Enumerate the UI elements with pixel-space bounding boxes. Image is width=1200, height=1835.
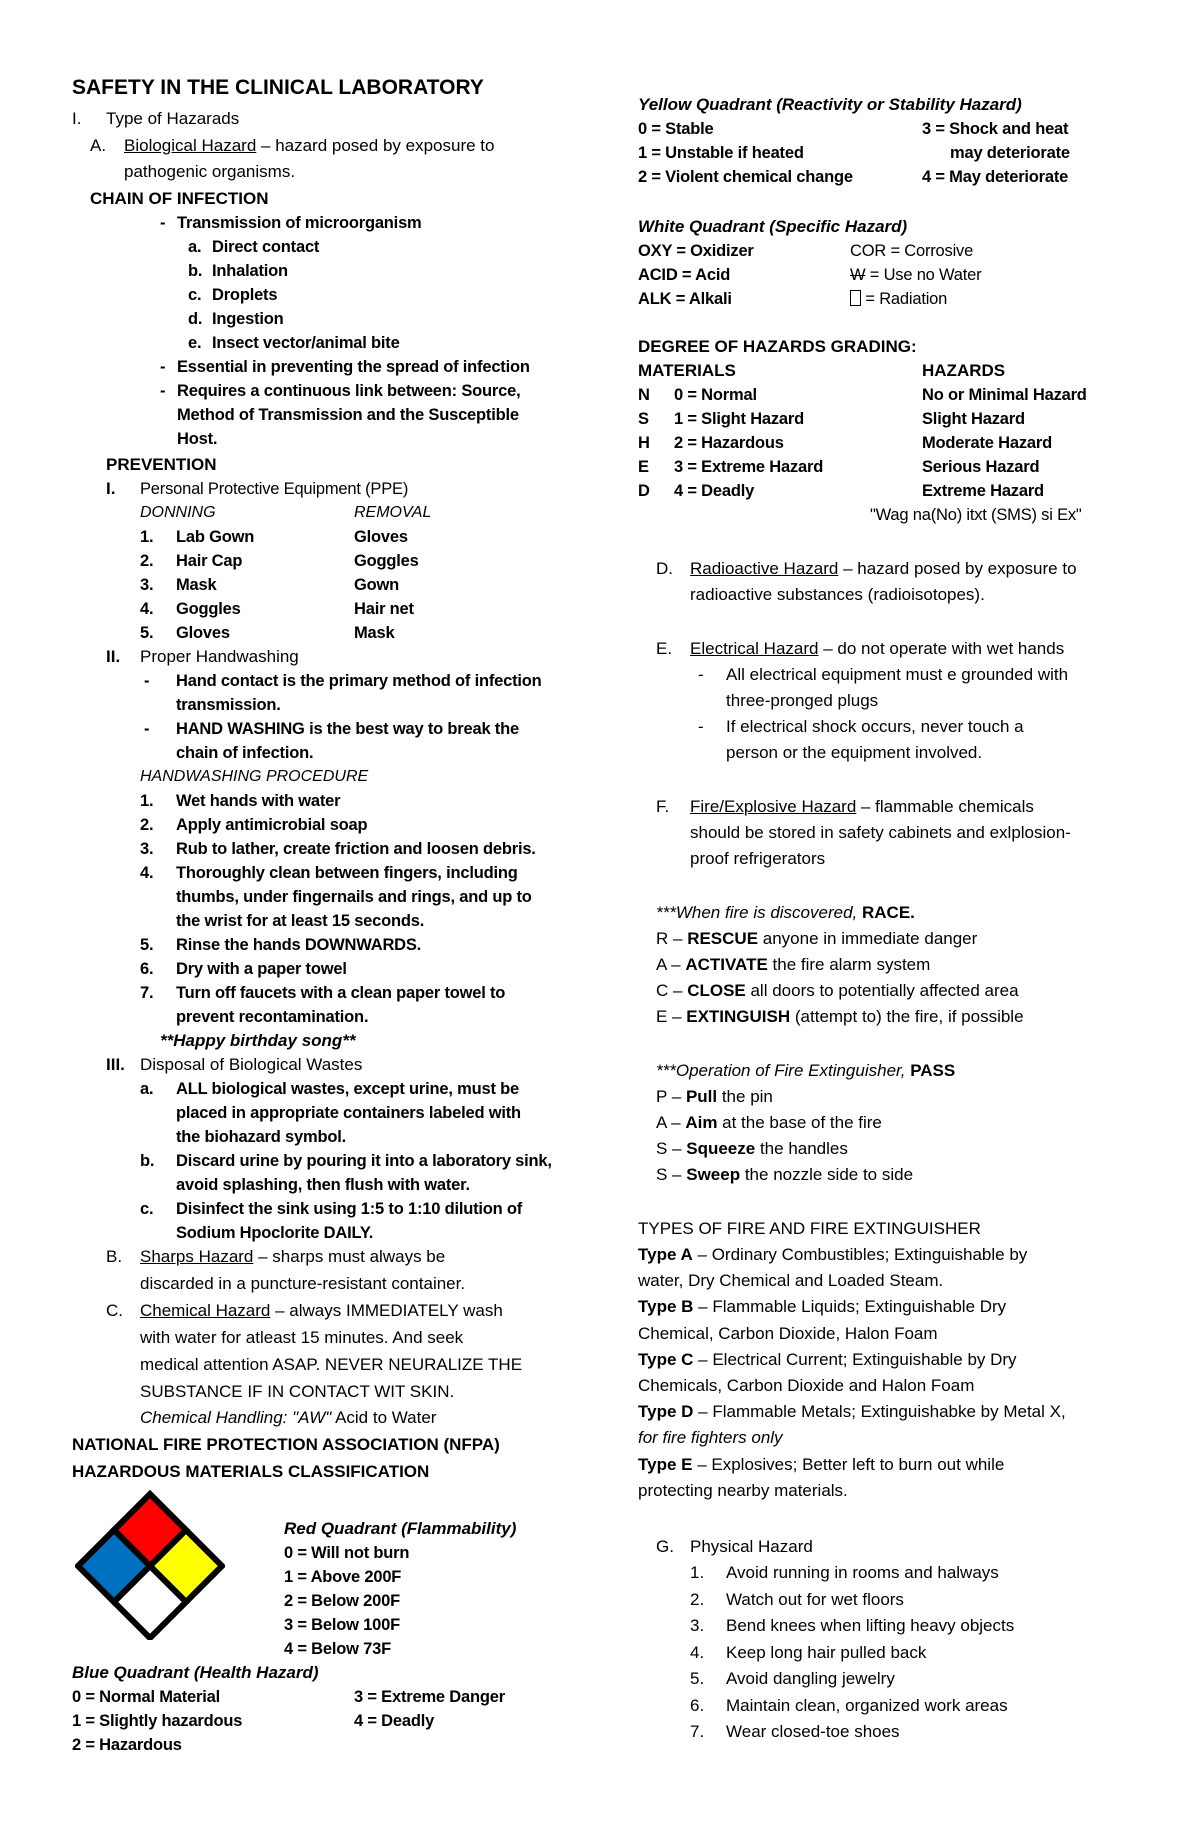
chain-item: Essential in preventing the spread of infection [177,358,530,376]
chemical-line-1 [140,1300,503,1322]
white-w-symbol: W [850,266,866,284]
nfpa-heading-1: NATIONAL FIRE PROTECTION ASSOCIATION (NFPA) [72,1435,500,1454]
race-item-keyword: ACTIVATE [685,955,768,974]
sharps-letter: B. [106,1247,123,1266]
chemical-desc-3: medical attention ASAP. NEVER NEURALIZE THE [140,1355,523,1374]
hand-note: chain of infection. [176,744,314,762]
blue-quadrant-item: 3 = Extreme Danger [354,1688,505,1706]
hand-step-number: 1. [140,792,154,810]
radioactive-desc-2: radioactive substances (radioisotopes). [690,585,985,604]
physical-item: Wear closed-toe shoes [726,1722,900,1741]
chain-item: Transmission of microorganism [177,214,422,232]
donning-label: DONNING [140,504,216,521]
hand-note: Hand contact is the primary method of infection [176,672,542,690]
chain-item: Droplets [212,286,278,304]
fire-line-1 [690,796,1034,818]
degree-letter: H [638,434,650,452]
degree-material: 3 = Extreme Hazard [674,458,824,476]
race-item-text: (attempt to) the fire, if possible [790,1007,1024,1026]
ppe-removal-item: Hair net [354,600,414,618]
chain-item: Ingestion [212,310,284,328]
chain-item-marker: c. [188,286,202,304]
disposal-item: ALL biological wastes, except urine, must be [176,1080,519,1098]
race-item-letter: R – [656,929,688,948]
fire-type-text: for fire fighters only [638,1428,783,1448]
fire-type-line [638,1454,1004,1476]
physical-item-number: 4. [690,1642,705,1662]
ppe-removal-item: Gown [354,576,400,594]
bio-letter: A. [90,136,107,155]
fire-desc-1: – flammable chemicals [856,797,1034,816]
yellow-quadrant-item: 2 = Violent chemical change [638,168,853,186]
yellow-quadrant-item: 0 = Stable [638,120,714,138]
ppe-donning-item: Hair Cap [176,552,243,570]
hand-step: Thoroughly clean between fingers, including [176,864,518,882]
electrical-item: three-pronged plugs [726,691,879,710]
chain-item: Insect vector/animal bite [212,334,400,352]
disposal-marker: c. [140,1200,154,1218]
race-item [656,1006,1024,1028]
chemical-letter: C. [106,1301,123,1320]
ppe-row-number: 3. [140,576,154,594]
fire-type-label: Type D [638,1402,694,1422]
nfpa-diamond [75,1490,225,1640]
race-item-letter: A – [656,955,686,974]
ppe-row-number: 1. [140,528,154,546]
chain-item-marker: - [160,382,166,400]
fire-type-line [638,1375,974,1397]
hand-step: Dry with a paper towel [176,960,347,978]
fire-type-text: – Flammable Liquids; Extinguishable Dry [693,1297,1007,1317]
yellow-quadrant-item: may deteriorate [950,144,1070,162]
hand-step-number: 7. [140,984,154,1002]
bio-desc-1: – hazard posed by exposure to [256,136,495,155]
physical-letter: G. [656,1537,674,1556]
physical-item-number: 6. [690,1695,705,1715]
ppe-donning-item: Goggles [176,600,241,618]
white-radiation [850,288,947,310]
white-quadrant-item: ACID = Acid [638,266,731,284]
chemical-handling-rest: Acid to Water [331,1408,437,1427]
fire-type-text: water, Dry Chemical and Loaded Steam. [638,1271,944,1291]
physical-item-number: 3. [690,1616,705,1635]
yellow-quadrant-title: Yellow Quadrant (Reactivity or Stability Hazard) [638,95,1022,114]
fire-type-line [638,1323,938,1345]
radioactive-line-1 [690,558,1077,580]
red-quadrant-item: 3 = Below 100F [284,1616,400,1634]
bio-term: Biological Hazard [124,136,257,155]
blue-quadrant-title: Blue Quadrant (Health Hazard) [72,1663,319,1682]
blue-quadrant-item: 1 = Slightly hazardous [72,1712,243,1730]
pass-item-letter: A – [656,1113,686,1132]
chemical-desc-2: with water for atleast 15 minutes. And seek [140,1328,464,1347]
degree-heading: DEGREE OF HAZARDS GRADING: [638,337,917,356]
radioactive-desc-1: – hazard posed by exposure to [838,559,1077,578]
disposal-item: avoid splashing, then flush with water. [176,1176,470,1194]
pass-item-text: the handles [755,1139,848,1158]
physical-item: Watch out for wet floors [726,1589,904,1609]
chain-item-marker: b. [188,262,203,280]
pass-item-keyword: Sweep [686,1165,741,1184]
electrical-item: If electrical shock occurs, never touch a [726,717,1024,736]
hand-step: thumbs, under fingernails and rings, and up to [176,888,532,906]
pass-item-keyword: Pull [685,1087,718,1106]
disposal-marker: b. [140,1152,155,1170]
page-title: SAFETY IN THE CLINICAL LABORATORY [72,76,484,99]
hand-step: the wrist for at least 15 seconds. [176,912,425,930]
yellow-quadrant-item: 3 = Shock and heat [922,120,1069,138]
hand-note-marker: - [144,720,150,738]
race-item-text: all doors to potentially affected area [745,981,1019,1000]
ppe-removal-item: Goggles [354,552,419,570]
degree-hazard: Slight Hazard [922,410,1025,428]
pass-word: PASS [905,1061,956,1080]
pass-item [656,1086,773,1108]
fire-desc-2: should be stored in safety cabinets and exlplosion- [690,823,1071,842]
fire-type-text: – Explosives; Better left to burn out while [692,1454,1005,1474]
fire-type-text: – Ordinary Combustibles; Extinguishable by [692,1245,1028,1264]
race-item-keyword: RESCUE [687,929,759,948]
yellow-quadrant-item: 1 = Unstable if heated [638,144,804,162]
mnemonic: "Wag na(No) itxt (SMS) si Ex" [870,506,1082,524]
electrical-letter: E. [656,639,673,658]
hazards-label: HAZARDS [922,361,1006,380]
race-item-text: the fire alarm system [767,955,931,974]
race-item [656,954,930,976]
electrical-line-1 [690,638,1064,660]
chain-heading: CHAIN OF INFECTION [90,189,269,208]
hand-step: Turn off faucets with a clean paper towel to [176,984,506,1002]
handwashing-number: II. [106,647,121,666]
white-quadrant-item: ALK = Alkali [638,290,732,308]
red-quadrant-item: 2 = Below 200F [284,1592,400,1610]
chemical-term: Chemical Hazard [140,1301,271,1320]
physical-item: Avoid running in rooms and halways [726,1563,999,1582]
fire-type-line [638,1480,848,1502]
degree-hazard: Serious Hazard [922,458,1040,476]
ppe-removal-item: Gloves [354,528,408,546]
pass-item-keyword: Aim [685,1113,718,1132]
yellow-quadrant-item: 4 = May deteriorate [922,168,1069,186]
section-1-number: I. [72,109,82,128]
disposal-label: Disposal of Biological Wastes [140,1055,363,1074]
race-item-text: anyone in immediate danger [758,929,978,948]
handwashing-label: Proper Handwashing [140,647,299,666]
degree-material: 4 = Deadly [674,482,755,500]
physical-item-number: 7. [690,1722,705,1741]
degree-hazard: Extreme Hazard [922,482,1044,500]
ppe-removal-item: Mask [354,624,395,642]
section-1-label: Type of Hazarads [106,109,240,128]
hand-step-number: 4. [140,864,154,882]
disposal-number: III. [106,1055,125,1074]
radiation-icon [850,290,861,306]
ppe-label: Personal Protective Equipment (PPE) [140,480,409,498]
bio-line-1 [124,135,494,157]
fire-type-text: Chemicals, Carbon Dioxide and Halon Foam [638,1376,975,1395]
chain-item: Method of Transmission and the Susceptible [177,406,519,424]
nfpa-heading-2: HAZARDOUS MATERIALS CLASSIFICATION [72,1462,430,1481]
ppe-donning-item: Lab Gown [176,528,255,546]
pass-item [656,1164,913,1186]
disposal-item: the biohazard symbol. [176,1128,346,1146]
physical-item: Bend knees when lifting heavy objects [726,1616,1015,1635]
electrical-item: All electrical equipment must e grounded with [726,665,1069,684]
race-intro-text: ***When fire is discovered, [656,903,858,922]
physical-item-number: 1. [690,1563,705,1582]
fire-type-line [638,1401,1066,1423]
chain-item: Requires a continuous link between: Source, [177,382,521,400]
pass-item-letter: P – [656,1087,686,1106]
hand-step: Rinse the hands DOWNWARDS. [176,936,422,954]
fire-type-line [638,1427,783,1449]
materials-label: MATERIALS [638,361,736,380]
disposal-item: Sodium Hpoclorite DAILY. [176,1224,374,1242]
fire-type-text: Chemical, Carbon Dioxide, Halon Foam [638,1323,938,1343]
sharps-desc-2: discarded in a puncture-resistant container. [140,1274,466,1293]
sharps-line-1 [140,1246,445,1268]
chemical-handling-label: Chemical Handling: "AW" [140,1408,332,1427]
degree-hazard: No or Minimal Hazard [922,386,1087,404]
race-item-letter: E – [656,1007,687,1026]
ppe-row-number: 4. [140,600,154,618]
chemical-desc-1: – always IMMEDIATELY wash [270,1301,503,1320]
white-quadrant-title: White Quadrant (Specific Hazard) [638,217,908,236]
hand-note: transmission. [176,696,281,714]
blue-quadrant-item: 4 = Deadly [354,1712,435,1730]
degree-material: 2 = Hazardous [674,434,784,452]
race-item [656,928,977,950]
white-use-no-water [850,264,981,286]
physical-item-number: 2. [690,1589,705,1609]
hand-step: Wet hands with water [176,792,341,810]
hand-step: prevent recontamination. [176,1008,369,1026]
fire-type-line [638,1349,1017,1371]
hand-step-number: 6. [140,960,154,978]
hand-note: HAND WASHING is the best way to break the [176,720,519,738]
fire-type-line [638,1296,1006,1318]
red-quadrant-title: Red Quadrant (Flammability) [284,1519,517,1538]
fire-type-label: Type C [638,1349,694,1369]
red-quadrant-item: 0 = Will not burn [284,1544,410,1562]
physical-label: Physical Hazard [690,1537,813,1556]
pass-item-text: at the base of the fire [717,1113,882,1132]
ppe-donning-item: Gloves [176,624,230,642]
race-item [656,980,1019,1002]
chemical-handling [140,1407,436,1429]
chain-item-marker: - [160,214,166,232]
chain-item: Inhalation [212,262,288,280]
degree-letter: D [638,482,650,500]
removal-label: REMOVAL [354,504,432,521]
fire-type-text: – Flammable Metals; Extinguishabke by Metal X, [693,1402,1066,1422]
pass-item-letter: S – [656,1165,687,1184]
bio-desc-2: pathogenic organisms. [124,162,296,181]
disposal-item: placed in appropriate containers labeled with [176,1104,521,1122]
pass-item [656,1138,848,1160]
hand-step: Rub to lather, create friction and loosen debris. [176,840,536,858]
chain-item-marker: d. [188,310,203,328]
fire-type-line [638,1244,1027,1266]
fire-type-text: protecting nearby materials. [638,1480,848,1500]
degree-letter: E [638,458,649,476]
white-quadrant-item: OXY = Oxidizer [638,242,754,260]
pass-intro [656,1060,955,1082]
fire-desc-3: proof refrigerators [690,849,826,868]
degree-hazard: Moderate Hazard [922,434,1052,452]
electrical-item-marker: - [698,717,704,736]
pass-item [656,1112,882,1134]
fire-type-text: – Electrical Current; Extinguishable by Dry [693,1349,1017,1369]
disposal-marker: a. [140,1080,154,1098]
electrical-term: Electrical Hazard [690,639,819,658]
pass-item-text: the nozzle side to side [740,1165,914,1184]
white-corrosive: COR = Corrosive [850,242,974,260]
ppe-row-number: 2. [140,552,154,570]
hand-step: Apply antimicrobial soap [176,816,368,834]
physical-item: Maintain clean, organized work areas [726,1695,1008,1715]
physical-item: Keep long hair pulled back [726,1642,927,1662]
blue-quadrant-item: 2 = Hazardous [72,1736,182,1754]
pass-item-letter: S – [656,1139,687,1158]
hand-step-number: 5. [140,936,154,954]
physical-item-number: 5. [690,1669,705,1688]
pass-item-keyword: Squeeze [686,1139,756,1158]
race-item-letter: C – [656,981,688,1000]
white-w-desc: = Use no Water [865,266,982,284]
fire-term: Fire/Explosive Hazard [690,797,857,816]
sharps-desc-1: – sharps must always be [253,1247,446,1266]
hand-step-number: 3. [140,840,154,858]
fire-letter: F. [656,797,670,816]
hand-step-number: 2. [140,816,154,834]
blue-quadrant-item: 0 = Normal Material [72,1688,220,1706]
fire-type-label: Type A [638,1245,693,1264]
chain-item-marker: a. [188,238,202,256]
degree-material: 0 = Normal [674,386,757,404]
chain-item: Direct contact [212,238,320,256]
white-radiation-desc: = Radiation [861,290,948,308]
chain-item-marker: e. [188,334,202,352]
radioactive-term: Radioactive Hazard [690,559,839,578]
pass-item-text: the pin [717,1087,773,1106]
fire-type-line [638,1270,943,1292]
ppe-row-number: 5. [140,624,154,642]
disposal-item: Disinfect the sink using 1:5 to 1:10 dilution of [176,1200,523,1218]
degree-letter: S [638,410,649,428]
chain-item-marker: - [160,358,166,376]
red-quadrant-item: 1 = Above 200F [284,1568,402,1586]
birthday-song: **Happy birthday song** [160,1031,356,1050]
ppe-number: I. [106,479,116,498]
chain-item: Host. [177,430,218,448]
physical-item: Avoid dangling jewelry [726,1669,895,1688]
ppe-donning-item: Mask [176,576,217,594]
race-intro [656,902,915,924]
degree-letter: N [638,386,650,404]
race-item-keyword: EXTINGUISH [686,1007,791,1026]
prevention-heading: PREVENTION [106,455,217,474]
electrical-desc-1: – do not operate with wet hands [818,639,1065,658]
sharps-term: Sharps Hazard [140,1247,254,1266]
pass-intro-text: ***Operation of Fire Extinguisher, [656,1061,906,1080]
electrical-item: person or the equipment involved. [726,743,983,762]
race-item-keyword: CLOSE [687,981,746,1000]
chemical-desc-4: SUBSTANCE IF IN CONTACT WIT SKIN. [140,1382,455,1401]
types-heading: TYPES OF FIRE AND FIRE EXTINGUISHER [638,1219,981,1238]
disposal-item: Discard urine by pouring it into a laboratory sink, [176,1152,552,1170]
fire-type-label: Type E [638,1454,693,1474]
race-word: RACE. [857,903,915,922]
fire-type-label: Type B [638,1297,694,1317]
red-quadrant-item: 4 = Below 73F [284,1640,391,1658]
handwashing-procedure-label: HANDWASHING PROCEDURE [140,768,369,785]
hand-note-marker: - [144,672,150,690]
degree-material: 1 = Slight Hazard [674,410,805,428]
electrical-item-marker: - [698,665,704,684]
radioactive-letter: D. [656,559,673,578]
